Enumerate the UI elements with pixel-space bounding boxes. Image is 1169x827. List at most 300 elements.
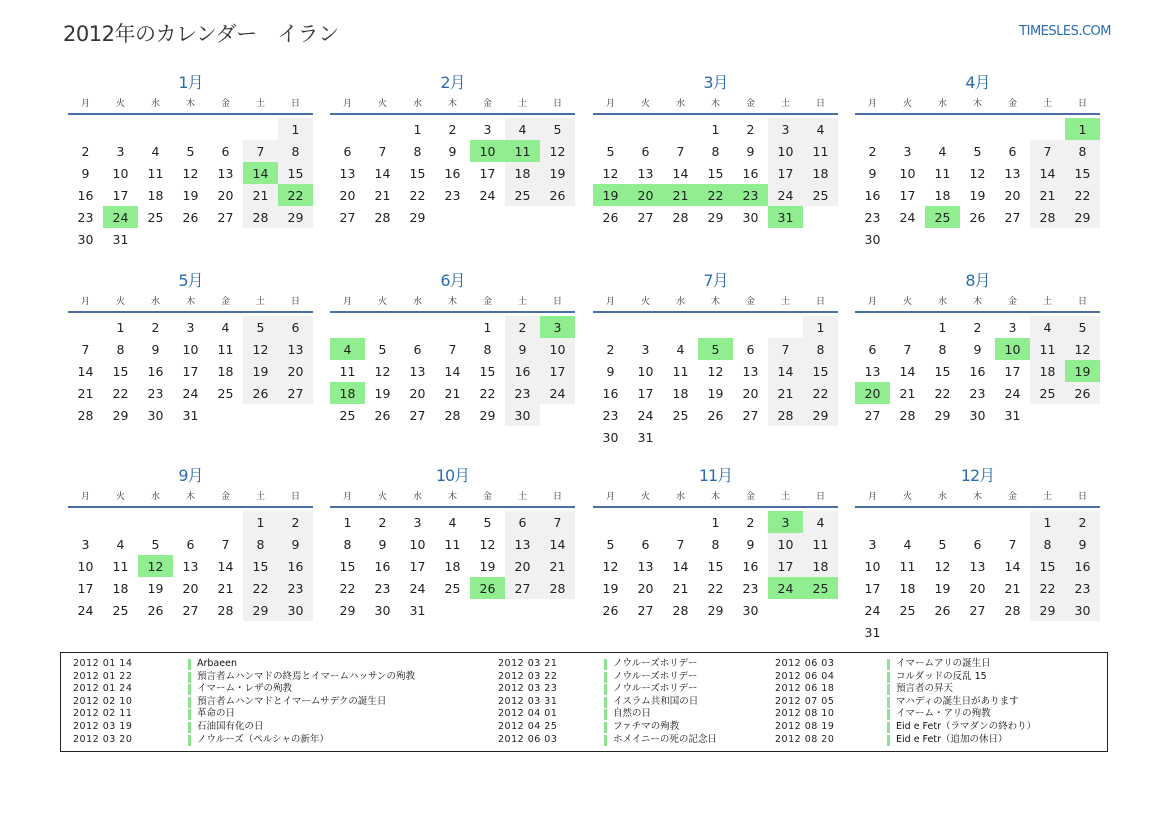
day-cell: 7 (676, 143, 685, 159)
weekday-label: 月 (342, 492, 352, 502)
day-cell: 19 (243, 360, 278, 382)
day-cell: 21 (768, 382, 803, 404)
day-cell: 15 (112, 363, 129, 379)
day-cell: 15 (934, 363, 951, 379)
day-cell: 12 (602, 558, 619, 574)
holiday-name: Arbaeen (197, 658, 237, 669)
day-cell: 31 (637, 429, 654, 445)
day-cell: 14 (672, 558, 689, 574)
weekday-label: 金 (220, 99, 230, 109)
day-cell: 7 (221, 536, 230, 552)
day-cell: 7 (903, 341, 912, 357)
holiday-row (498, 721, 717, 734)
day-cell: 3 (116, 143, 125, 159)
empty-cell (995, 511, 1030, 533)
holiday-row (498, 683, 717, 696)
day-cell: 30 (374, 602, 391, 618)
holiday-name: 預言者の昇天 (896, 683, 954, 695)
day-cell: 6 (1008, 143, 1017, 159)
day-cell: 7 (768, 338, 803, 360)
day-cell: 8 (711, 536, 720, 552)
holiday-day-cell: 26 (470, 577, 505, 599)
day-cell: 5 (606, 536, 615, 552)
day-cell: 21 (672, 580, 689, 596)
weekday-label: 日 (815, 297, 825, 307)
day-cell: 28 (217, 602, 234, 618)
holiday-name: ファチマの殉教 (613, 720, 680, 732)
empty-cell (1030, 118, 1065, 140)
day-cell: 12 (1065, 338, 1100, 360)
month-3 (593, 73, 838, 228)
month-name: 4月 (965, 73, 990, 92)
holiday-day-cell: 10 (470, 140, 505, 162)
day-cell: 16 (602, 385, 619, 401)
day-cell: 30 (278, 599, 313, 621)
holiday-day-cell: 22 (278, 184, 313, 206)
day-cell: 27 (637, 602, 654, 618)
weekday-label: 金 (1007, 99, 1017, 109)
day-cell: 16 (1065, 555, 1100, 577)
weekday-label: 水 (675, 99, 685, 109)
divider (330, 506, 575, 508)
day-cell: 2 (746, 121, 755, 137)
weekday-label: 日 (290, 99, 300, 109)
holiday-day-cell: 25 (803, 577, 838, 599)
day-cell: 7 (676, 536, 685, 552)
holiday-day-cell: 31 (768, 206, 803, 228)
day-cell: 29 (803, 404, 838, 426)
day-cell: 13 (1004, 165, 1021, 181)
month-2 (330, 73, 575, 228)
day-cell: 29 (409, 209, 426, 225)
holiday-row (775, 708, 1036, 721)
day-cell: 18 (803, 555, 838, 577)
weekday-label: 土 (780, 297, 790, 307)
day-cell: 23 (969, 385, 986, 401)
weekday-label: 月 (80, 99, 90, 109)
weekday-label: 金 (745, 99, 755, 109)
holiday-date: 2012 03 21 (498, 658, 558, 669)
weekday-label: 木 (447, 99, 457, 109)
day-cell: 31 (409, 602, 426, 618)
holiday-marker (188, 672, 191, 683)
day-cell: 8 (343, 536, 352, 552)
holiday-day-cell: 20 (628, 184, 663, 206)
empty-cell (365, 118, 400, 140)
day-cell: 14 (899, 363, 916, 379)
day-cell: 29 (278, 206, 313, 228)
weekday-label: 金 (482, 99, 492, 109)
weekday-label: 金 (482, 297, 492, 307)
day-cell: 23 (742, 580, 759, 596)
weekday-header (68, 489, 313, 503)
day-cell: 26 (243, 382, 278, 404)
day-cell: 17 (182, 363, 199, 379)
empty-cell (593, 511, 628, 533)
holiday-name: イマーム・レザの殉教 (197, 683, 293, 695)
day-cell: 27 (278, 382, 313, 404)
day-cell: 1 (483, 319, 492, 335)
weekday-label: 土 (255, 297, 265, 307)
day-cell: 11 (803, 533, 838, 555)
day-cell: 22 (707, 580, 724, 596)
weekday-header (855, 96, 1100, 110)
day-cell: 9 (746, 143, 755, 159)
day-cell: 24 (899, 209, 916, 225)
empty-cell (68, 316, 103, 338)
day-grid (593, 316, 838, 448)
day-cell: 18 (444, 558, 461, 574)
day-cell: 10 (899, 165, 916, 181)
weekday-label: 金 (220, 492, 230, 502)
day-cell: 26 (602, 602, 619, 618)
day-cell: 13 (409, 363, 426, 379)
day-cell: 18 (147, 187, 164, 203)
day-cell: 17 (77, 580, 94, 596)
day-cell: 16 (147, 363, 164, 379)
day-cell: 4 (676, 341, 685, 357)
day-cell: 10 (637, 363, 654, 379)
empty-cell (855, 118, 890, 140)
day-cell: 10 (864, 558, 881, 574)
holiday-day-cell: 23 (733, 184, 768, 206)
day-cell: 27 (969, 602, 986, 618)
day-cell: 9 (1065, 533, 1100, 555)
weekday-label: 火 (377, 99, 387, 109)
day-cell: 28 (672, 209, 689, 225)
holiday-marker (604, 697, 607, 708)
holiday-day-cell: 24 (768, 577, 803, 599)
day-cell: 22 (339, 580, 356, 596)
holiday-name: 革命の日 (197, 708, 236, 720)
holiday-row (775, 721, 1036, 734)
empty-cell (330, 118, 365, 140)
holiday-marker (887, 722, 890, 733)
empty-cell (995, 118, 1030, 140)
month-1 (68, 73, 313, 250)
holiday-date: 2012 08 20 (775, 733, 835, 745)
empty-cell (890, 511, 925, 533)
day-cell: 7 (540, 511, 575, 533)
empty-cell (925, 118, 960, 140)
day-cell: 14 (77, 363, 94, 379)
holiday-row (775, 671, 1036, 684)
day-cell: 3 (868, 536, 877, 552)
day-cell: 22 (1030, 577, 1065, 599)
weekday-label: 水 (675, 492, 685, 502)
empty-cell (593, 118, 628, 140)
day-grid (330, 118, 575, 228)
month-4 (855, 73, 1100, 250)
empty-cell (628, 118, 663, 140)
empty-cell (593, 316, 628, 338)
weekday-header (593, 489, 838, 503)
holiday-date: 2012 01 14 (73, 658, 133, 669)
holiday-marker (887, 672, 890, 683)
day-cell: 4 (221, 319, 230, 335)
day-cell: 24 (540, 382, 575, 404)
day-cell: 21 (217, 580, 234, 596)
weekday-label: 水 (412, 297, 422, 307)
day-cell: 4 (803, 118, 838, 140)
weekday-header (68, 96, 313, 110)
divider (68, 311, 313, 313)
holiday-date: 2012 06 03 (775, 658, 835, 669)
day-cell: 23 (602, 407, 619, 423)
holiday-marker (887, 735, 890, 746)
day-grid (593, 511, 838, 621)
day-cell: 3 (641, 341, 650, 357)
day-cell: 6 (641, 143, 650, 159)
day-cell: 25 (444, 580, 461, 596)
day-cell: 25 (803, 184, 838, 206)
empty-cell (698, 316, 733, 338)
weekday-label: 水 (150, 297, 160, 307)
day-cell: 26 (182, 209, 199, 225)
day-cell: 12 (602, 165, 619, 181)
weekday-label: 日 (552, 99, 562, 109)
weekday-label: 金 (1007, 492, 1017, 502)
weekday-label: 金 (745, 297, 755, 307)
empty-cell (925, 511, 960, 533)
day-cell: 25 (505, 184, 540, 206)
month-name: 8月 (965, 271, 990, 290)
weekday-header (593, 294, 838, 308)
day-cell: 11 (217, 341, 234, 357)
brand-link[interactable]: TIMESLES.COM (1019, 24, 1111, 39)
day-cell: 24 (637, 407, 654, 423)
day-cell: 3 (1008, 319, 1017, 335)
empty-cell (103, 511, 138, 533)
holiday-name: ノウルーズホリデー (613, 683, 698, 695)
day-cell: 15 (1065, 162, 1100, 184)
day-cell: 26 (707, 407, 724, 423)
day-cell: 29 (934, 407, 951, 423)
day-cell: 26 (602, 209, 619, 225)
month-name: 5月 (178, 271, 203, 290)
month-name: 6月 (440, 271, 465, 290)
holiday-column-1 (73, 658, 415, 746)
day-cell: 15 (409, 165, 426, 181)
day-cell: 6 (278, 316, 313, 338)
day-cell: 15 (707, 558, 724, 574)
empty-cell (960, 118, 995, 140)
holiday-day-cell: 1 (1065, 118, 1100, 140)
day-cell: 26 (540, 184, 575, 206)
weekday-label: 日 (552, 492, 562, 502)
day-cell: 23 (444, 187, 461, 203)
weekday-label: 木 (710, 99, 720, 109)
day-cell: 6 (641, 536, 650, 552)
day-cell: 27 (217, 209, 234, 225)
day-cell: 11 (339, 363, 356, 379)
day-cell: 19 (934, 580, 951, 596)
day-cell: 30 (147, 407, 164, 423)
weekday-label: 土 (255, 492, 265, 502)
weekday-label: 木 (447, 492, 457, 502)
day-cell: 21 (77, 385, 94, 401)
divider (68, 113, 313, 115)
day-cell: 17 (409, 558, 426, 574)
holiday-name: コルダッドの反乱 15 (896, 670, 987, 682)
month-10 (330, 466, 575, 621)
day-cell: 27 (864, 407, 881, 423)
weekday-label: 火 (902, 99, 912, 109)
holiday-marker (604, 659, 607, 670)
empty-cell (628, 511, 663, 533)
day-cell: 19 (969, 187, 986, 203)
day-cell: 10 (540, 338, 575, 360)
day-cell: 10 (768, 533, 803, 555)
day-cell: 12 (243, 338, 278, 360)
holiday-date: 2012 06 18 (775, 683, 835, 695)
day-cell: 4 (116, 536, 125, 552)
day-cell: 19 (147, 580, 164, 596)
weekday-label: 火 (377, 492, 387, 502)
day-cell: 22 (934, 385, 951, 401)
day-cell: 8 (116, 341, 125, 357)
holiday-marker (887, 709, 890, 720)
weekday-label: 木 (710, 492, 720, 502)
day-cell: 20 (742, 385, 759, 401)
holiday-list (60, 652, 1108, 752)
holiday-date: 2012 04 01 (498, 708, 558, 720)
day-cell: 5 (938, 536, 947, 552)
day-cell: 30 (505, 404, 540, 426)
day-cell: 25 (339, 407, 356, 423)
holiday-date: 2012 03 31 (498, 695, 558, 707)
day-cell: 27 (182, 602, 199, 618)
weekday-label: 火 (640, 99, 650, 109)
day-cell: 2 (378, 514, 387, 530)
day-cell: 29 (1030, 599, 1065, 621)
day-cell: 22 (479, 385, 496, 401)
day-cell: 28 (672, 602, 689, 618)
month-name: 7月 (703, 271, 728, 290)
holiday-row (775, 683, 1036, 696)
day-cell: 23 (147, 385, 164, 401)
holiday-marker (188, 722, 191, 733)
day-cell: 29 (479, 407, 496, 423)
day-cell: 2 (151, 319, 160, 335)
day-cell: 26 (934, 602, 951, 618)
day-cell: 21 (243, 184, 278, 206)
weekday-label: 水 (937, 99, 947, 109)
holiday-date: 2012 01 24 (73, 683, 133, 695)
day-cell: 17 (899, 187, 916, 203)
weekday-label: 土 (780, 492, 790, 502)
weekday-label: 水 (412, 99, 422, 109)
day-cell: 13 (637, 165, 654, 181)
weekday-label: 火 (902, 492, 912, 502)
day-cell: 8 (1030, 533, 1065, 555)
day-cell: 26 (147, 602, 164, 618)
empty-cell (733, 316, 768, 338)
empty-cell (365, 316, 400, 338)
day-cell: 11 (147, 165, 164, 181)
day-cell: 4 (505, 118, 540, 140)
day-cell: 25 (112, 602, 129, 618)
day-cell: 1 (938, 319, 947, 335)
day-cell: 15 (803, 360, 838, 382)
day-cell: 18 (672, 385, 689, 401)
holiday-row (73, 683, 415, 696)
day-cell: 2 (278, 511, 313, 533)
empty-cell (960, 511, 995, 533)
divider (593, 311, 838, 313)
holiday-row (73, 721, 415, 734)
day-cell: 27 (339, 209, 356, 225)
day-cell: 1 (116, 319, 125, 335)
weekday-header (330, 489, 575, 503)
weekday-label: 水 (150, 492, 160, 502)
weekday-label: 木 (972, 99, 982, 109)
day-cell: 16 (444, 165, 461, 181)
weekday-label: 火 (377, 297, 387, 307)
day-cell: 30 (742, 209, 759, 225)
day-cell: 31 (112, 231, 129, 247)
day-cell: 28 (899, 407, 916, 423)
day-cell: 16 (742, 558, 759, 574)
day-cell: 23 (505, 382, 540, 404)
day-cell: 6 (868, 341, 877, 357)
day-cell: 8 (278, 140, 313, 162)
month-6 (330, 271, 575, 426)
weekday-label: 火 (115, 297, 125, 307)
holiday-day-cell: 18 (330, 382, 365, 404)
day-cell: 29 (339, 602, 356, 618)
day-cell: 18 (934, 187, 951, 203)
day-cell: 3 (483, 121, 492, 137)
day-cell: 23 (278, 577, 313, 599)
day-cell: 23 (864, 209, 881, 225)
day-cell: 22 (409, 187, 426, 203)
day-cell: 31 (864, 624, 881, 640)
day-cell: 27 (409, 407, 426, 423)
weekday-label: 金 (220, 297, 230, 307)
weekday-label: 土 (517, 297, 527, 307)
weekday-label: 木 (447, 297, 457, 307)
day-cell: 17 (540, 360, 575, 382)
day-cell: 2 (1065, 511, 1100, 533)
holiday-date: 2012 04 25 (498, 720, 558, 732)
day-cell: 21 (444, 385, 461, 401)
weekday-header (68, 294, 313, 308)
weekday-label: 土 (255, 99, 265, 109)
day-cell: 20 (505, 555, 540, 577)
day-cell: 9 (606, 363, 615, 379)
day-cell: 12 (374, 363, 391, 379)
holiday-row (498, 671, 717, 684)
holiday-day-cell: 14 (243, 162, 278, 184)
weekday-label: 火 (115, 99, 125, 109)
day-cell: 27 (1004, 209, 1021, 225)
day-cell: 7 (1030, 140, 1065, 162)
holiday-name: マハディの誕生日があります (896, 695, 1019, 707)
empty-cell (173, 511, 208, 533)
weekday-label: 土 (517, 99, 527, 109)
empty-cell (628, 316, 663, 338)
day-cell: 30 (77, 231, 94, 247)
weekday-label: 水 (150, 99, 160, 109)
weekday-label: 日 (552, 297, 562, 307)
day-cell: 11 (934, 165, 951, 181)
day-cell: 5 (186, 143, 195, 159)
empty-cell (138, 118, 173, 140)
weekday-label: 火 (640, 492, 650, 502)
day-cell: 13 (278, 338, 313, 360)
weekday-label: 水 (937, 492, 947, 502)
